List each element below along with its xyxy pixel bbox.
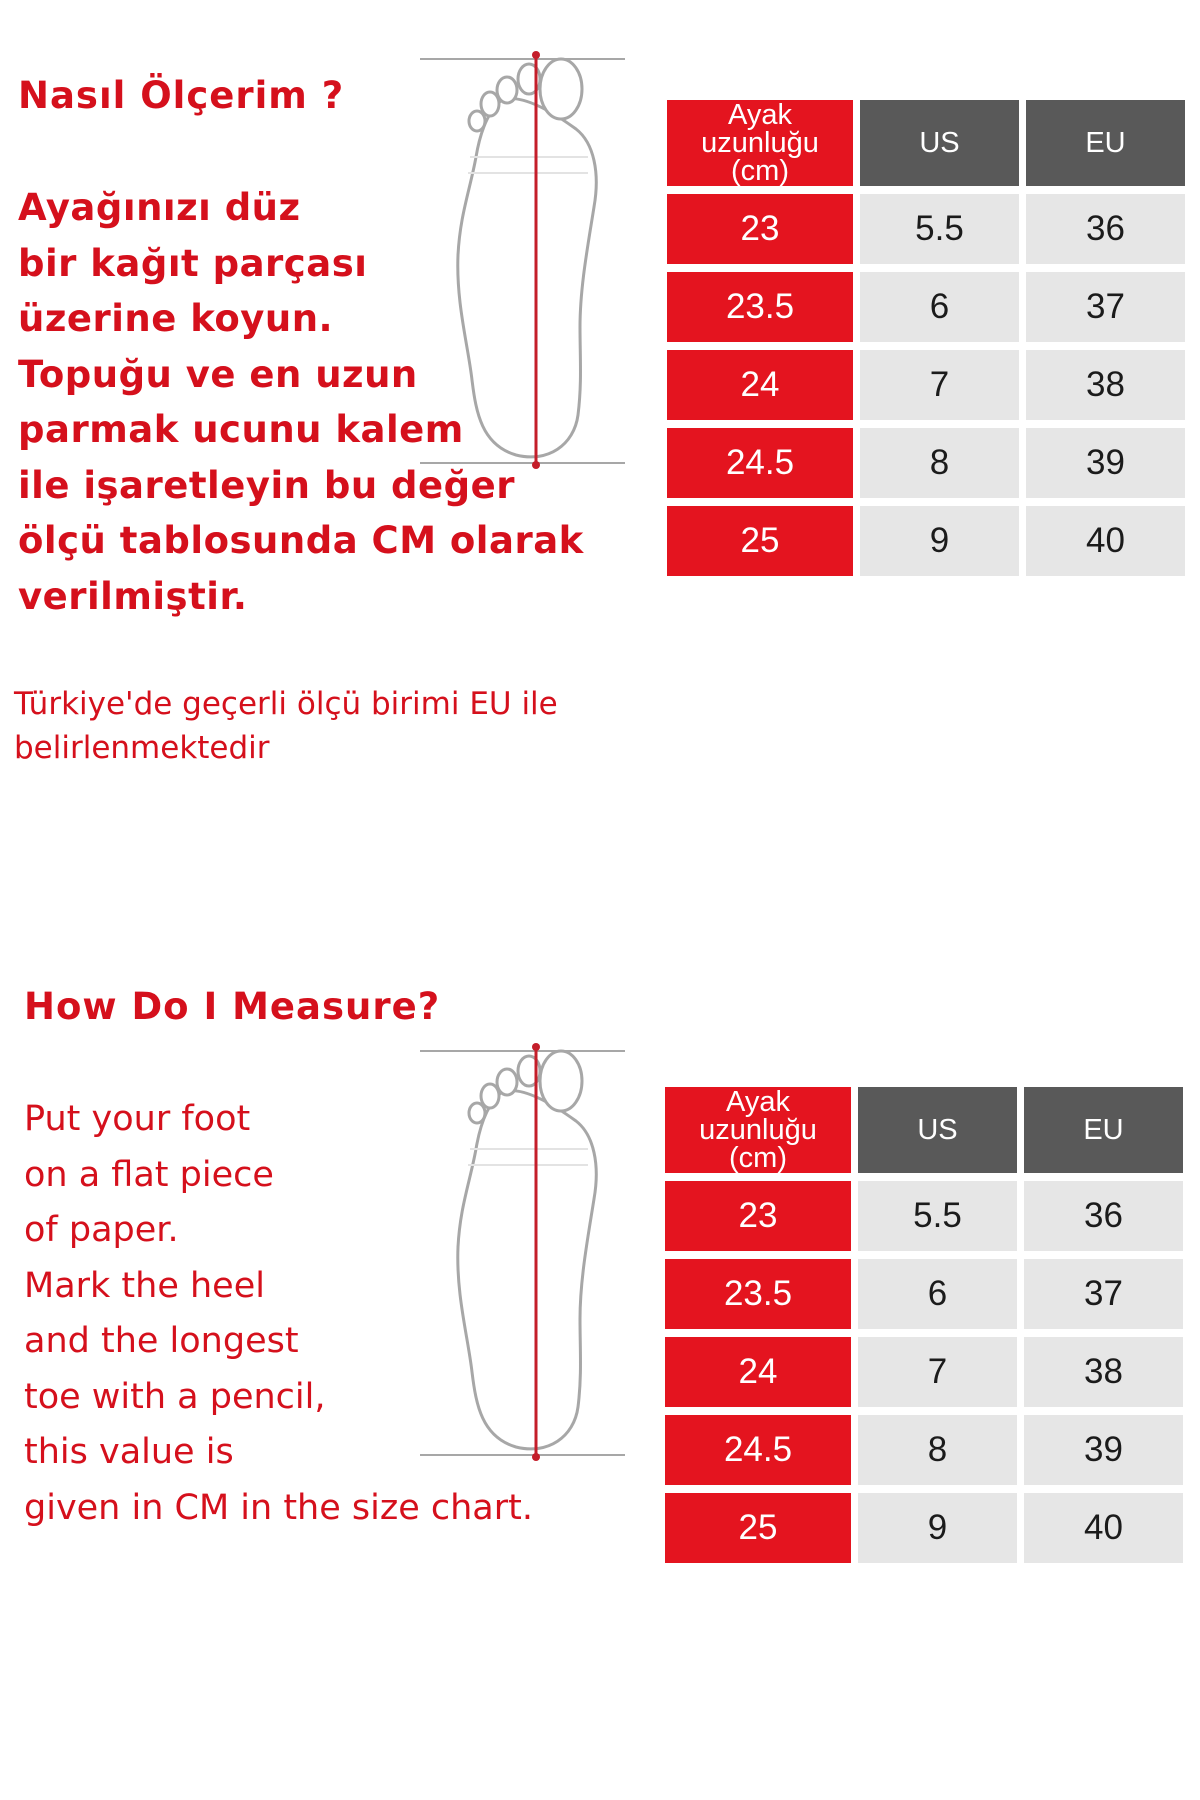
cell-eu: 37: [1024, 1259, 1183, 1329]
cell-us: 5.5: [858, 1181, 1017, 1251]
english-section: [0, 985, 1200, 1685]
instruction-line: and the longest: [24, 1321, 299, 1361]
instruction-line: given in CM in the size chart.: [24, 1487, 533, 1528]
instruction-line: verilmiştir.: [18, 574, 248, 618]
table-header-row: [667, 100, 1185, 186]
size-chart-table: [660, 92, 1192, 584]
cell-us: 8: [858, 1415, 1017, 1485]
instruction-line: Topuğu ve en uzun: [18, 352, 418, 396]
header-eu: EU: [1024, 1087, 1183, 1173]
cell-eu: 36: [1024, 1181, 1183, 1251]
cell-cm: 23.5: [667, 272, 853, 342]
cell-us: 5.5: [860, 194, 1019, 264]
cell-us: 9: [860, 506, 1019, 576]
table-row: [667, 506, 1185, 576]
note-line: belirlenmektedir: [14, 730, 270, 766]
instruction-line: on a flat piece: [24, 1154, 274, 1195]
cell-eu: 37: [1026, 272, 1185, 342]
cell-us: 6: [858, 1259, 1017, 1329]
foot-outline-icon: [420, 45, 630, 475]
cell-us: 7: [858, 1337, 1017, 1407]
instruction-line: üzerine koyun.: [18, 297, 334, 340]
table-row: [665, 1493, 1183, 1563]
cell-us: 7: [860, 350, 1019, 420]
cell-cm: 24: [665, 1337, 851, 1407]
size-chart-table: [658, 1079, 1190, 1571]
foot-outline-icon: [420, 1037, 630, 1467]
eu-note: [14, 682, 558, 770]
instruction-line: toe with a pencil,: [24, 1376, 326, 1417]
cell-cm: 25: [667, 506, 853, 576]
instruction-line: of paper.: [24, 1210, 179, 1250]
cell-eu: 39: [1026, 428, 1185, 498]
table-row: [665, 1337, 1183, 1407]
cell-cm: 23: [665, 1181, 851, 1251]
instruction-line: Put your foot: [24, 1099, 251, 1139]
instruction-line: ile işaretleyin bu değer: [18, 463, 515, 507]
header-label: Ayak uzunluğu: [699, 1086, 817, 1146]
instruction-line: Ayağınızı düz: [18, 186, 301, 229]
instruction-line: ölçü tablosunda CM olarak: [18, 519, 584, 562]
cell-cm: 25: [665, 1493, 851, 1563]
cell-eu: 38: [1026, 350, 1185, 420]
cell-us: 8: [860, 428, 1019, 498]
cell-eu: 36: [1026, 194, 1185, 264]
header-unit: (cm): [729, 1142, 787, 1174]
table-row: [667, 350, 1185, 420]
header-us: US: [858, 1087, 1017, 1173]
instruction-line: this value is: [24, 1432, 234, 1472]
header-unit: (cm): [731, 155, 789, 187]
cell-us: 6: [860, 272, 1019, 342]
note-line: Türkiye'de geçerli ölçü birimi EU ile: [14, 686, 558, 722]
table-row: [667, 194, 1185, 264]
instruction-line: bir kağıt parçası: [18, 241, 368, 285]
table-header-row: [665, 1087, 1183, 1173]
table-row: [667, 428, 1185, 498]
cell-eu: 38: [1024, 1337, 1183, 1407]
section-title: Nasıl Ölçerim ?: [18, 74, 345, 117]
cell-cm: 24.5: [667, 428, 853, 498]
table-row: [665, 1415, 1183, 1485]
instruction-line: Mark the heel: [24, 1265, 265, 1306]
cell-eu: 40: [1024, 1493, 1183, 1563]
table-row: [665, 1259, 1183, 1329]
header-us: US: [860, 100, 1019, 186]
cell-cm: 24: [667, 350, 853, 420]
instruction-line: parmak ucunu kalem: [18, 408, 464, 451]
cell-eu: 39: [1024, 1415, 1183, 1485]
header-foot-length: [667, 100, 853, 186]
table-row: [665, 1181, 1183, 1251]
cell-cm: 23.5: [665, 1259, 851, 1329]
header-eu: EU: [1026, 100, 1185, 186]
cell-eu: 40: [1026, 506, 1185, 576]
cell-us: 9: [858, 1493, 1017, 1563]
header-label: Ayak uzunluğu: [701, 99, 819, 159]
cell-cm: 24.5: [665, 1415, 851, 1485]
header-foot-length: [665, 1087, 851, 1173]
section-title: How Do I Measure?: [24, 985, 441, 1028]
cell-cm: 23: [667, 194, 853, 264]
table-row: [667, 272, 1185, 342]
